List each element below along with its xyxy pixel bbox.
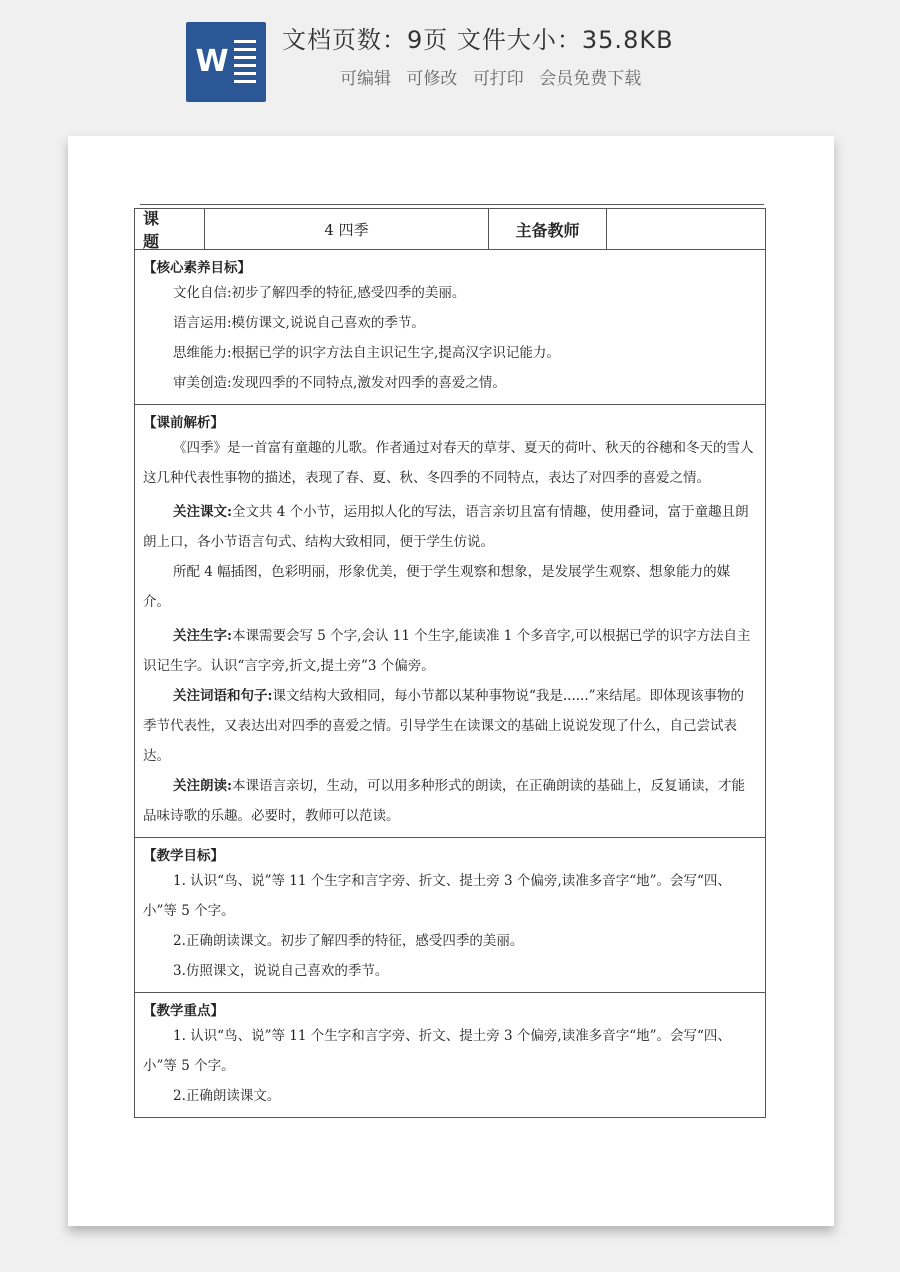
feature-editable: 可编辑 xyxy=(340,69,391,89)
pre-class-analysis-section xyxy=(135,405,765,838)
teaching-goal-item: 2.正确朗读课文。初步了解四季的特征，感受四季的美丽。 xyxy=(173,933,524,949)
teaching-goal-item: 3.仿照课文，说说自己喜欢的季节。 xyxy=(173,963,389,979)
topic-value: 4 四季 xyxy=(205,209,489,249)
topic-label: 课 题 xyxy=(135,209,205,249)
focus-chars-paragraph xyxy=(143,621,757,681)
document-lines-icon xyxy=(234,40,256,88)
teaching-goals-section xyxy=(135,838,765,993)
core-goals-title: 【核心素养目标】 xyxy=(143,260,251,276)
download-banner xyxy=(0,0,900,120)
focus-words-body: 课文结构大致相同，每小节都以某种事物说“我是......”来结尾。即体现该事物的季节代表性，又表达出对四季的喜爱之情。引导学生在读课文的基础上说说发现了什么，自己尝试表达。 xyxy=(143,688,745,764)
teaching-focus-title: 【教学重点】 xyxy=(143,1003,224,1019)
feature-modifiable: 可修改 xyxy=(406,69,458,89)
core-goals-section xyxy=(135,250,765,405)
teaching-focus-section xyxy=(135,993,765,1117)
focus-chars-body: 本课需要会写 5 个字,会认 11 个生字,能读准 1 个多音字,可以根据已学的识字方法自主识记生字。认识“言字旁,折文,提土旁”3 个偏旁。 xyxy=(143,628,751,674)
focus-words-label: 关注词语和句子: xyxy=(173,688,273,704)
focus-words-paragraph xyxy=(143,681,757,771)
focus-reading-paragraph xyxy=(143,771,757,831)
feature-list xyxy=(340,68,651,90)
teaching-focus-item: 2.正确朗读课文。 xyxy=(173,1088,281,1104)
teacher-value xyxy=(607,209,765,249)
focus-text-body: 全文共 4 个小节，运用拟人化的写法，语言亲切且富有情趣，使用叠词，富于童趣且朗朗上口，各小节语言句式、结构大致相同，便于学生仿说。 xyxy=(143,504,749,550)
focus-chars-label: 关注生字: xyxy=(173,628,232,644)
focus-text-label: 关注课文: xyxy=(173,504,232,520)
document-info-title: 文档页数：9页 文件大小：35.8KB xyxy=(282,26,674,54)
core-goal-item: 文化自信:初步了解四季的特征,感受四季的美丽。 xyxy=(173,285,466,301)
feature-printable: 可打印 xyxy=(472,69,524,89)
core-goal-item: 审美创造:发现四季的不同特点,激发对四季的喜爱之情。 xyxy=(173,375,506,391)
analysis-intro: 《四季》是一首富有童趣的儿歌。作者通过对春天的草芽、夏天的荷叶、秋天的谷穗和冬天的雪人这几种代表性事物的描述，表现了春、夏、秋、冬四季的不同特点，表达了对四季的喜爱之情。 xyxy=(143,440,754,486)
focus-reading-body: 本课语言亲切，生动，可以用多种形式的朗读，在正确朗读的基础上，反复诵读，才能品味诗歌的乐趣。必要时，教师可以范读。 xyxy=(143,778,745,824)
core-goal-item: 思维能力:根据已学的识字方法自主识记生字,提高汉字识记能力。 xyxy=(173,345,560,361)
focus-text-paragraph xyxy=(143,497,757,557)
teaching-focus-item: 1. 认识“鸟、说”等 11 个生字和言字旁、折文、提土旁 3 个偏旁,读准多音字“地”。会写“四、小”等 5 个字。 xyxy=(143,1028,731,1074)
table-header-row xyxy=(135,209,765,250)
lesson-plan-table xyxy=(134,208,766,1118)
illustration-paragraph: 所配 4 幅插图，色彩明丽，形象优美，便于学生观察和想象，是发展学生观察、想象能力的媒介。 xyxy=(143,564,731,610)
core-goal-item: 语言运用:模仿课文,说说自己喜欢的季节。 xyxy=(173,315,425,331)
feature-member-download: 会员免费下载 xyxy=(539,69,642,89)
word-logo-letter: W xyxy=(195,44,229,79)
document-page xyxy=(68,136,834,1226)
header-rule xyxy=(140,204,764,205)
teaching-goal-item: 1. 认识“鸟、说”等 11 个生字和言字旁、折文、提土旁 3 个偏旁,读准多音字“地”。会写“四、小”等 5 个字。 xyxy=(143,873,731,919)
word-document-icon xyxy=(186,22,266,102)
focus-reading-label: 关注朗读: xyxy=(173,778,232,794)
analysis-title: 【课前解析】 xyxy=(143,415,224,431)
teaching-goals-title: 【教学目标】 xyxy=(143,848,224,864)
teacher-label: 主备教师 xyxy=(489,209,607,249)
